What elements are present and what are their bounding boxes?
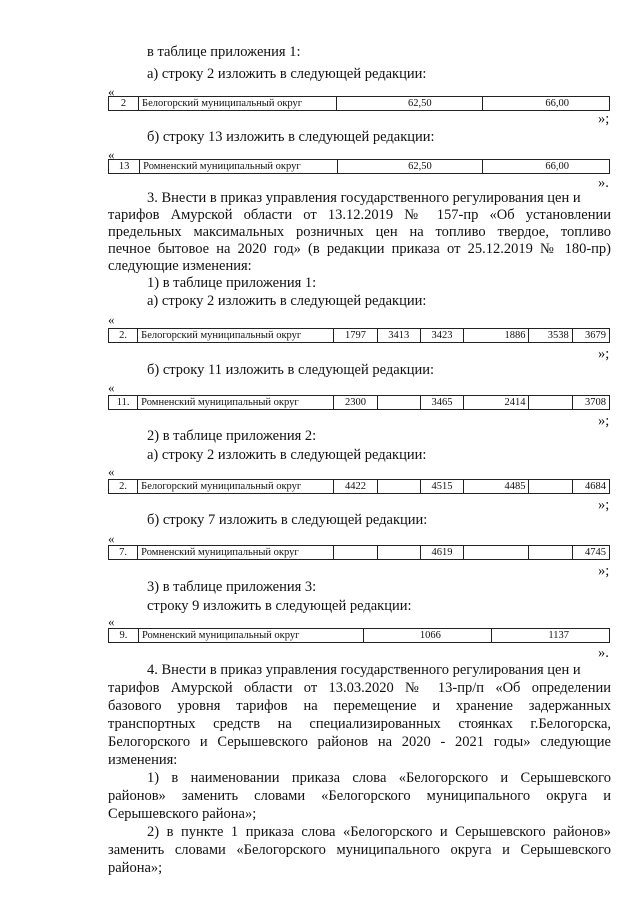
table-cell: 4745 [572,546,609,560]
text-line: 3) в таблице приложения 3: [147,579,317,595]
table-cell: 9. [109,629,139,643]
text-line: Серышевского района»; [108,806,257,822]
text-line: изменения: [108,752,178,768]
table-cell: Ромненский муниципальный округ [138,629,363,643]
table-cell [377,396,420,410]
text-line: районов» заменить словами «Белогорского муниципального округа и [108,788,611,804]
text-line: б) строку 13 изложить в следующей редакции: [147,129,435,145]
table-cell: Ромненский муниципальный округ [138,396,334,410]
text-line: тарифов Амурской области от 13.12.2019 № 157-пр «Об установлении [108,207,611,223]
table-cell: 2. [109,480,138,494]
open-quote: « [108,147,115,162]
table-cell: 66,00 [482,160,609,174]
table-cell: 3413 [377,329,420,343]
table-cell: Ромненский муниципальный округ [138,546,334,560]
text-line: а) строку 2 изложить в следующей редакции: [147,447,427,463]
text-line: района»; [108,860,163,876]
table-cell: 3708 [572,396,609,410]
table-cell: 3538 [529,329,572,343]
table-row [108,328,610,343]
table-cell [529,396,572,410]
text-line: 2) в таблице приложения 2: [147,428,317,444]
table-row [108,545,610,560]
table-cell: 3465 [420,396,463,410]
open-quote: « [108,614,115,629]
text-line: а) строку 2 изложить в следующей редакции: [147,66,427,82]
close-quote: »; [598,413,610,429]
close-quote: ». [598,645,609,661]
text-line: б) строку 11 изложить в следующей редакции: [147,362,435,378]
table-cell [334,546,377,560]
table-row [108,628,610,643]
table-cell [529,480,572,494]
open-quote: « [108,84,115,99]
table-cell: Белогорский муниципальный округ [139,97,337,111]
table-cell: 13 [109,160,140,174]
table-cell: 4619 [420,546,463,560]
open-quote: « [108,380,115,395]
table-cell: 2300 [334,396,377,410]
text-line: 2) в пункте 1 приказа слова «Белогорского и Серышевского районов» [147,824,611,840]
close-quote: »; [598,497,610,513]
table-cell: Ромненский муниципальный округ [140,160,338,174]
table-cell: 1137 [491,629,609,643]
text-line: заменить словами «Белогорского муниципального округа и Серышевского [108,842,611,858]
close-quote: »; [598,563,610,579]
text-line: 1) в таблице приложения 1: [147,275,317,291]
table-cell [529,546,572,560]
text-line: строку 9 изложить в следующей редакции: [147,598,412,614]
table-cell: 3679 [572,329,609,343]
table-cell: Белогорский муниципальный округ [138,480,334,494]
open-quote: « [108,531,115,546]
close-quote: »; [598,111,610,127]
text-line: следующие изменения: [108,258,252,274]
close-quote: »; [598,346,610,362]
table-cell: 4515 [420,480,463,494]
text-line: а) строку 2 изложить в следующей редакции: [147,293,427,309]
text-line: в таблице приложения 1: [147,44,301,60]
text-line: 4. Внести в приказ управления государственного регулирования цен и [147,662,581,678]
table-row [108,479,610,494]
table-cell [464,546,529,560]
table-cell: 1797 [334,329,377,343]
table-row [108,395,610,410]
table-cell: Белогорский муниципальный округ [138,329,334,343]
table-cell: 11. [109,396,138,410]
table-cell: 4422 [334,480,377,494]
table-row [108,159,610,174]
text-line: Белогорского и Серышевского районов на 2020 - 2021 годы» следующие [108,734,611,750]
table-cell: 62,50 [337,97,482,111]
table-cell: 62,50 [337,160,482,174]
table-cell: 4485 [464,480,529,494]
text-line: 1) в наименовании приказа слова «Белогорского и Серышевского [147,770,611,786]
table-cell: 66,00 [482,97,609,111]
table-cell: 1066 [363,629,491,643]
table-cell: 3423 [420,329,463,343]
table-cell: 4684 [572,480,609,494]
text-line: б) строку 7 изложить в следующей редакции: [147,512,428,528]
text-line: 3. Внести в приказ управления государственного регулирования цен и [147,190,581,206]
close-quote: ». [598,175,609,191]
table-cell: 2414 [464,396,529,410]
table-cell: 7. [109,546,138,560]
open-quote: « [108,312,115,327]
text-line: транспортных средств на специализированных стоянках г.Белогорска, [108,716,611,732]
table-cell: 1886 [464,329,529,343]
text-line: печное бытовое на 2020 год» (в редакции приказа от 25.12.2019 № 180-пр) [108,241,611,257]
text-line: тарифов Амурской области от 13.03.2020 № 13-пр/п «Об определении [108,680,611,696]
text-line: базового уровня тарифов на перемещение и хранение задержанных [108,698,611,714]
table-cell [377,546,420,560]
table-cell [377,480,420,494]
open-quote: « [108,464,115,479]
table-cell: 2 [109,97,139,111]
table-row [108,96,610,111]
text-line: предельных максимальных розничных цен на топливо твердое, топливо [108,224,611,240]
table-cell: 2. [109,329,138,343]
